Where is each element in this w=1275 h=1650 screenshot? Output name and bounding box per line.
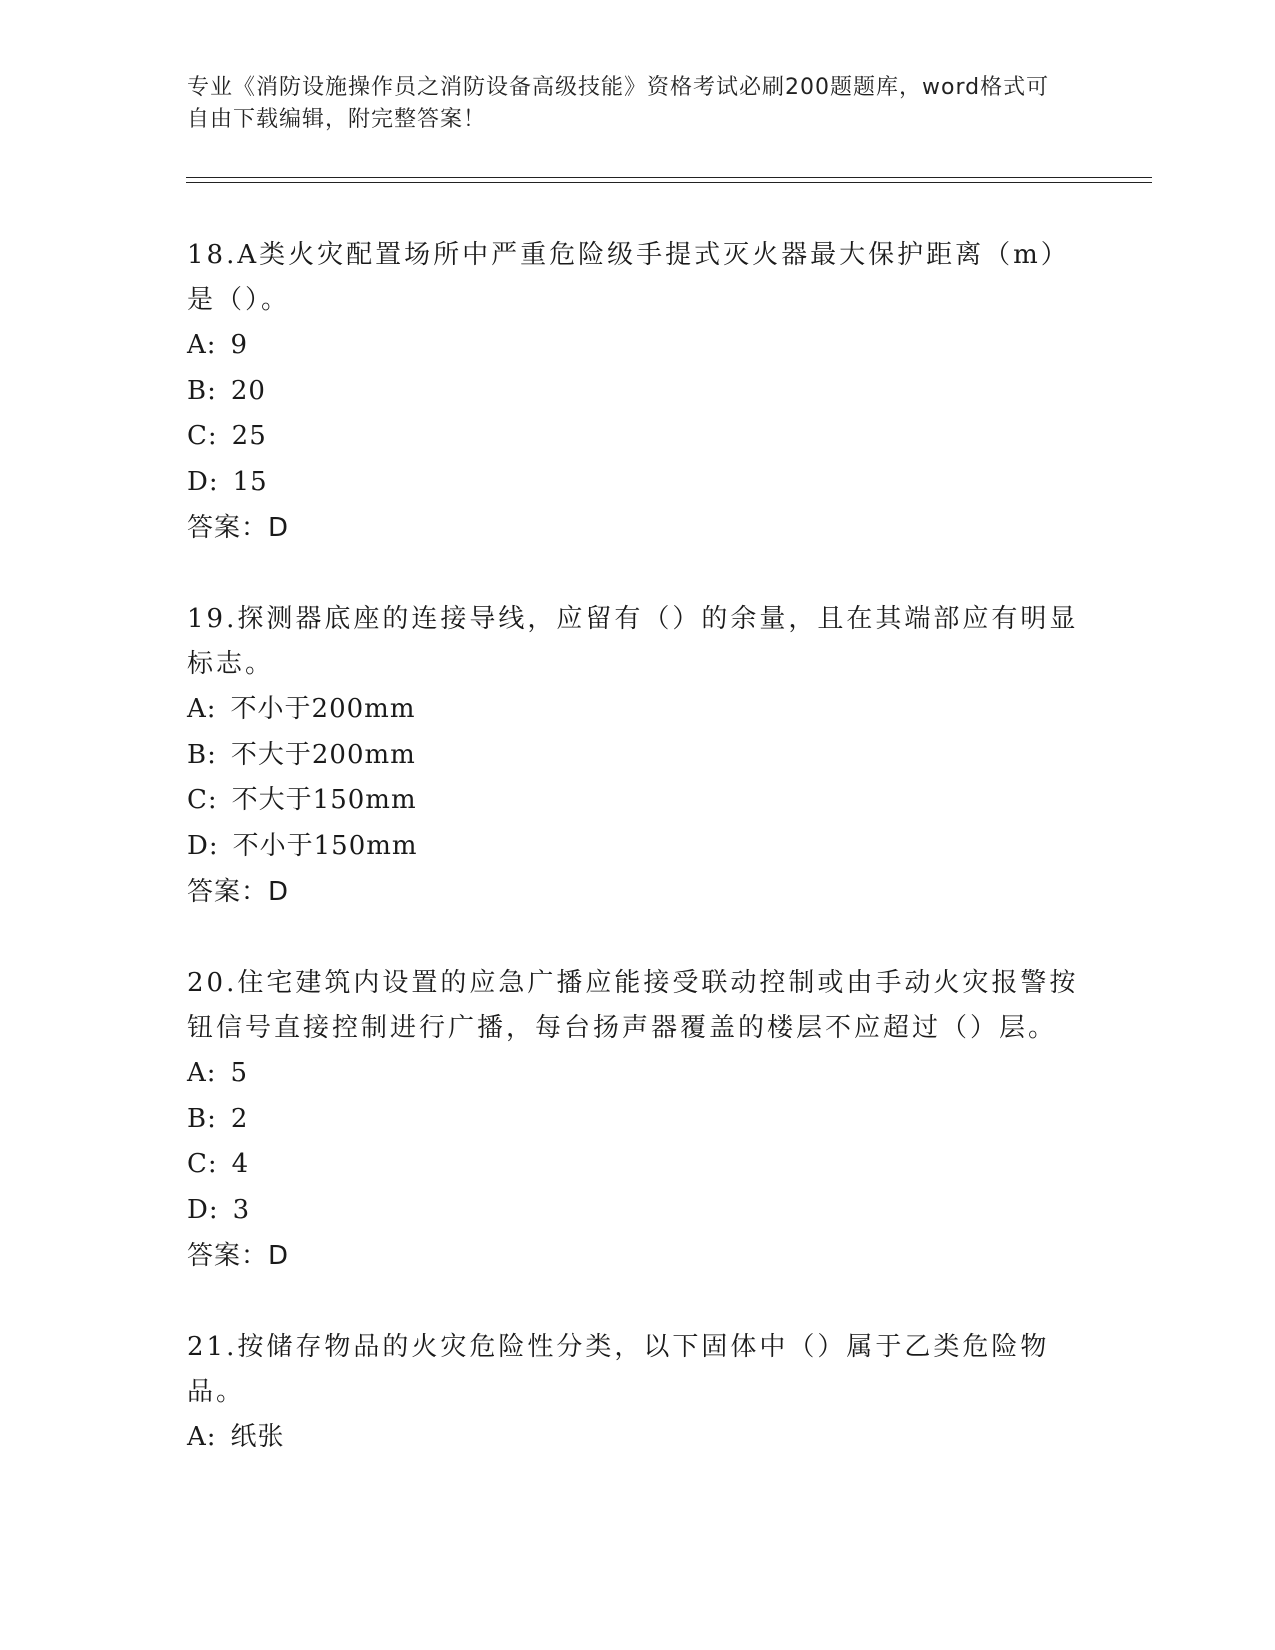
option-separator: : bbox=[206, 330, 217, 360]
option-letter: C bbox=[187, 421, 208, 451]
option-letter: D bbox=[187, 1194, 209, 1225]
option-a bbox=[187, 1051, 1087, 1097]
option-value: 不大于200mm bbox=[230, 739, 416, 770]
option-value: 不小于150mm bbox=[232, 830, 418, 861]
option-separator: : bbox=[208, 1194, 219, 1225]
option-separator: : bbox=[208, 830, 219, 861]
option-letter: C bbox=[187, 785, 208, 815]
option-separator: : bbox=[206, 694, 217, 724]
option-letter: B bbox=[187, 375, 208, 406]
answer-line: 答案：D bbox=[187, 877, 290, 907]
option-letter: B bbox=[187, 739, 208, 770]
answer-line: 答案：D bbox=[187, 1241, 290, 1271]
option-separator: : bbox=[207, 785, 218, 815]
option-separator: : bbox=[207, 421, 218, 451]
option-a bbox=[187, 1415, 1087, 1461]
header-rule-top bbox=[186, 177, 1152, 178]
option-value: 25 bbox=[231, 421, 267, 451]
question-19 bbox=[187, 597, 1087, 915]
option-value: 4 bbox=[231, 1149, 250, 1179]
header-rule-bottom bbox=[186, 182, 1152, 183]
document-header: 专业《消防设施操作员之消防设备高级技能》资格考试必刷200题题库，word格式可自由下载编辑，附完整答案！ bbox=[187, 75, 1050, 132]
option-value: 不小于200mm bbox=[230, 694, 416, 724]
option-letter: B bbox=[187, 1103, 208, 1134]
option-value: 3 bbox=[232, 1194, 251, 1225]
option-separator: : bbox=[207, 375, 217, 406]
option-value: 15 bbox=[232, 466, 268, 497]
option-separator: : bbox=[208, 466, 219, 497]
question-text: 20.住宅建筑内设置的应急广播应能接受联动控制或由手动火灾报警按钮信号直接控制进行广播，每台扬声器覆盖的楼层不应超过（）层。 bbox=[187, 968, 1079, 1043]
option-letter: A bbox=[187, 1058, 207, 1088]
question-20 bbox=[187, 961, 1087, 1279]
option-c bbox=[187, 1142, 1087, 1188]
option-value: 不大于150mm bbox=[231, 785, 417, 815]
option-value: 20 bbox=[230, 375, 266, 406]
option-a bbox=[187, 687, 1087, 733]
option-letter: D bbox=[187, 466, 209, 497]
option-d bbox=[187, 824, 1087, 870]
option-c bbox=[187, 414, 1087, 460]
question-21 bbox=[187, 1325, 1087, 1461]
question-text: 18.A类火灾配置场所中严重危险级手提式灭火器最大保护距离（m）是（）。 bbox=[187, 240, 1070, 315]
option-separator: : bbox=[207, 739, 217, 770]
question-text: 19.探测器底座的连接导线，应留有（）的余量，且在其端部应有明显标志。 bbox=[187, 604, 1079, 679]
option-value: 2 bbox=[230, 1103, 249, 1134]
option-letter: A bbox=[187, 1422, 207, 1452]
option-separator: : bbox=[207, 1149, 218, 1179]
option-letter: D bbox=[187, 830, 209, 861]
question-text: 21.按储存物品的火灾危险性分类，以下固体中（）属于乙类危险物品。 bbox=[187, 1332, 1050, 1407]
option-d bbox=[187, 460, 1087, 506]
question-18 bbox=[187, 233, 1087, 551]
option-separator: : bbox=[207, 1103, 217, 1134]
option-b bbox=[187, 369, 1087, 415]
option-d bbox=[187, 1188, 1087, 1234]
option-b bbox=[187, 1097, 1087, 1143]
option-letter: A bbox=[187, 694, 207, 724]
option-value: 纸张 bbox=[230, 1422, 285, 1452]
option-separator: : bbox=[206, 1058, 217, 1088]
option-separator: : bbox=[206, 1422, 217, 1452]
option-value: 5 bbox=[230, 1058, 249, 1088]
option-value: 9 bbox=[230, 330, 249, 360]
option-b bbox=[187, 733, 1087, 779]
answer-line: 答案：D bbox=[187, 513, 290, 543]
option-a bbox=[187, 323, 1087, 369]
option-letter: C bbox=[187, 1149, 208, 1179]
option-letter: A bbox=[187, 330, 207, 360]
option-c bbox=[187, 778, 1087, 824]
